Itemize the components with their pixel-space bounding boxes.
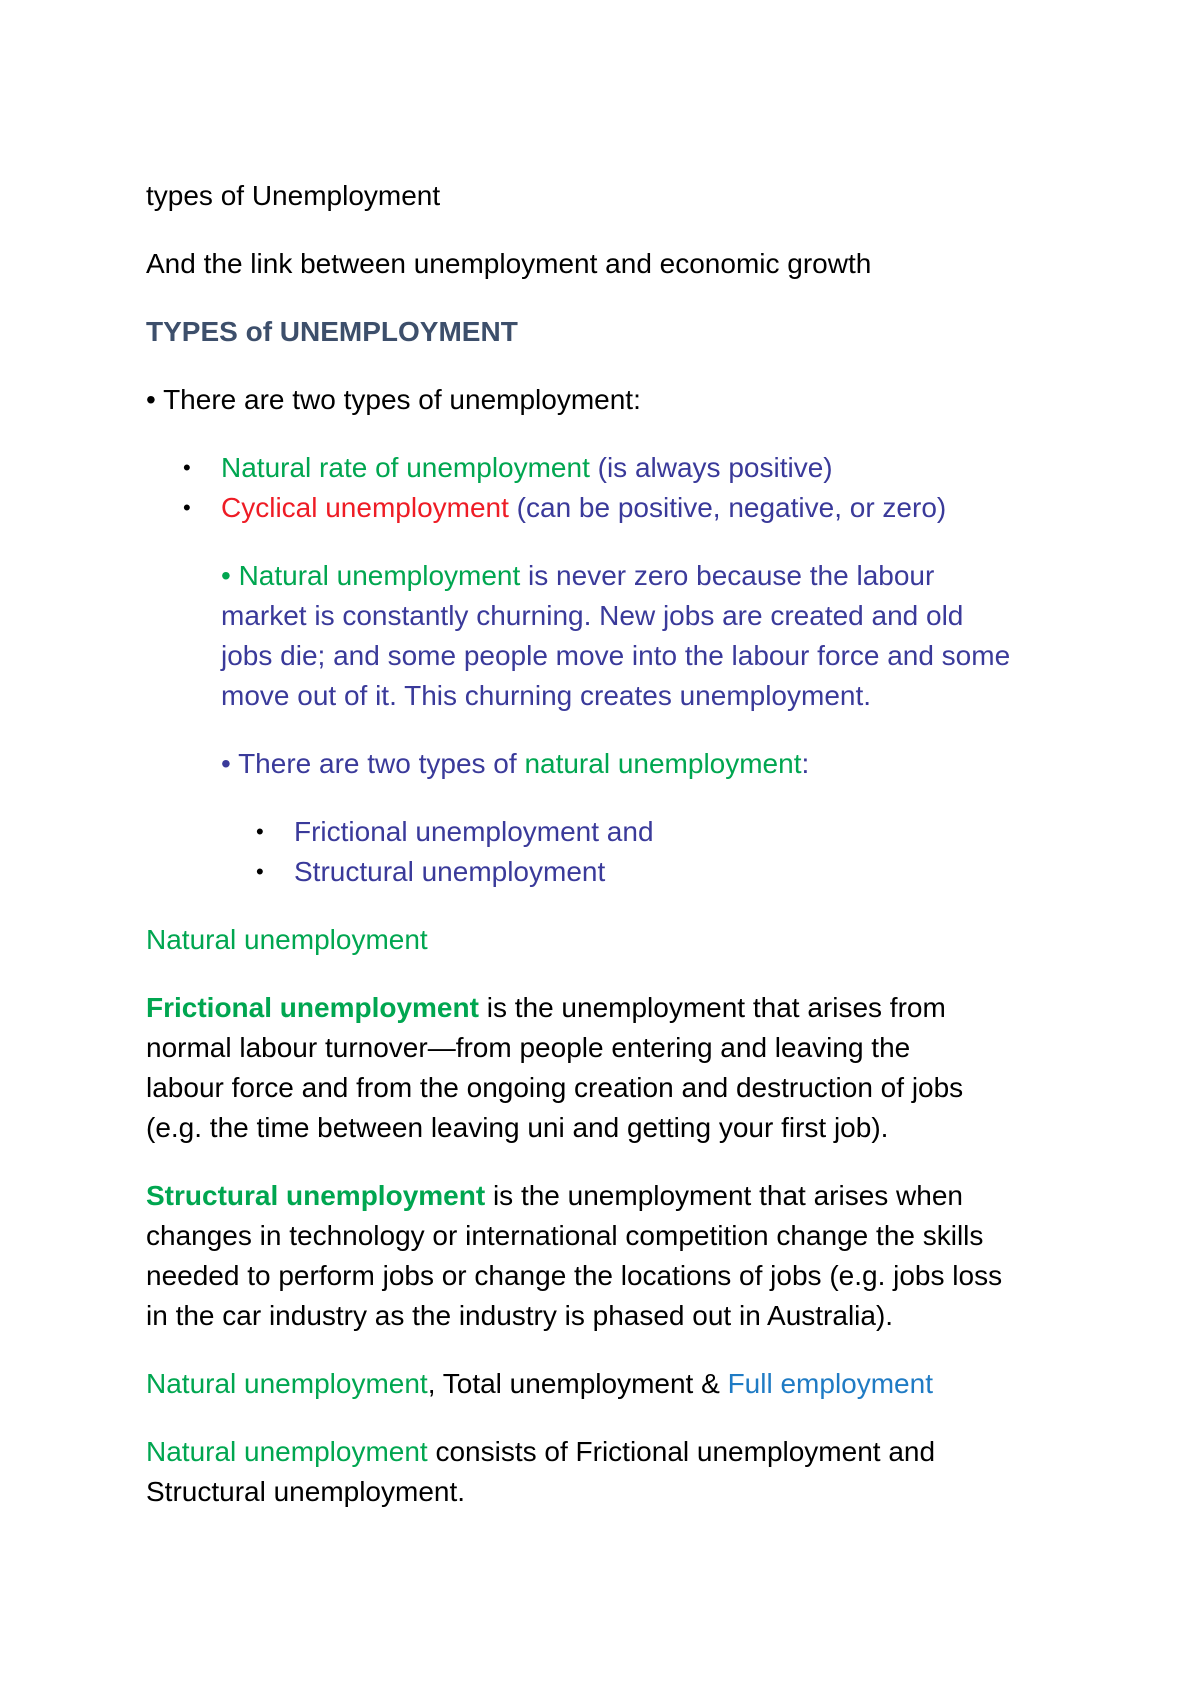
structural-para-line: needed to perform jobs or change the locations of jobs (e.g. jobs loss [146,1260,1003,1291]
list-item [221,488,946,528]
frictional-para-line: normal labour turnover—from people entering and leaving the [146,1032,911,1063]
intro-text: • There are two types of unemployment: [146,384,641,415]
section-heading: TYPES of UNEMPLOYMENT [146,316,518,347]
list-bullet: • [256,859,264,884]
consists-para-line: Structural unemployment. [146,1476,466,1507]
list-bullet: • [183,455,191,480]
list-item: Frictional unemployment and [294,816,654,847]
frictional-term: Frictional unemployment [146,992,479,1023]
structural-para-line: Structural unemployment is the unemployment that arises when [146,1180,963,1211]
list-item [221,448,833,488]
natural-para-line: market is constantly churning. New jobs are created and old [221,600,964,631]
totals-heading: Natural unemployment, Total unemployment & Full employment [146,1368,933,1399]
natural-para-line: jobs die; and some people move into the labour force and some [221,640,1011,671]
consists-term: Natural unemployment [146,1436,428,1467]
natural-heading: Natural unemployment [146,924,428,955]
document-subtitle: And the link between unemployment and economic growth [146,248,872,279]
list-item-note: (can be positive, negative, or zero) [508,492,947,523]
natural-para-line: move out of it. This churning creates unemployment. [221,680,872,711]
natural-para-lead: • Natural unemployment [221,560,521,591]
natural-types-intro: • There are two types of natural unemployment: [221,748,810,779]
list-item: Structural unemployment [294,856,606,887]
list-item-term: Natural rate of unemployment [221,452,590,483]
natural-para-line: • Natural unemployment is never zero because the labour [221,560,935,591]
list-bullet: • [183,495,191,520]
frictional-para-line: Frictional unemployment is the unemployment that arises from [146,992,946,1023]
list-item-term: Cyclical unemployment [221,492,509,523]
structural-para-line: in the car industry as the industry is phased out in Australia). [146,1300,894,1331]
consists-para-line: Natural unemployment consists of Frictional unemployment and [146,1436,936,1467]
list-item-note: (is always positive) [589,452,833,483]
document-title: types of Unemployment [146,180,441,211]
list-bullet: • [256,819,264,844]
structural-term: Structural unemployment [146,1180,486,1211]
frictional-para-line: labour force and from the ongoing creation and destruction of jobs [146,1072,964,1103]
frictional-para-line: (e.g. the time between leaving uni and getting your first job). [146,1112,889,1143]
structural-para-line: changes in technology or international competition change the skills [146,1220,984,1251]
